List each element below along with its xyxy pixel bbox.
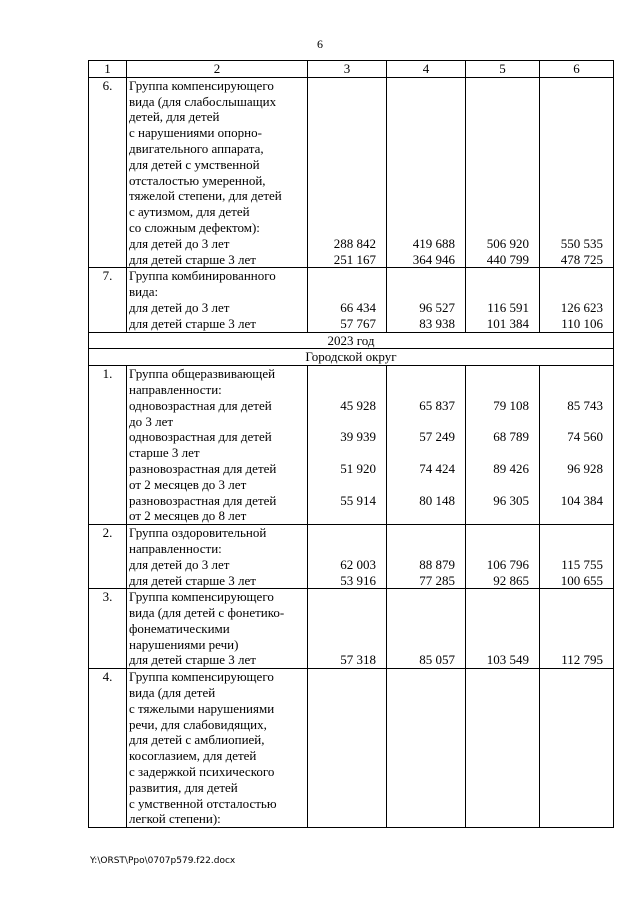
value: 103 549 xyxy=(486,652,529,668)
value-cell-c3 xyxy=(308,589,387,669)
table-row xyxy=(89,77,614,268)
description-line: детей, для детей xyxy=(129,109,220,125)
year-row xyxy=(89,332,614,349)
description-line: для детей старше 3 лет xyxy=(129,315,256,331)
value: 45 928 xyxy=(340,397,376,413)
value: 79 108 xyxy=(493,397,529,413)
description-line: для детей с амблиопией, xyxy=(129,732,265,748)
description-line: разновозрастная для детей xyxy=(129,460,277,476)
year-label: 2023 год xyxy=(89,332,614,349)
description-line: для детей старше 3 лет xyxy=(129,652,256,668)
value: 77 285 xyxy=(419,572,455,588)
value: 88 879 xyxy=(419,556,455,572)
value: 74 560 xyxy=(567,429,603,445)
value: 85 057 xyxy=(419,652,455,668)
description-line: с умственной отсталостью xyxy=(129,795,277,811)
value: 550 535 xyxy=(560,235,603,251)
header-cell: 5 xyxy=(466,61,540,78)
value-cell-c5 xyxy=(466,366,540,525)
value: 57 249 xyxy=(419,429,455,445)
value-cell-c5 xyxy=(466,669,540,828)
description-line: Группа компенсирующего xyxy=(129,77,274,93)
value: 55 914 xyxy=(340,492,376,508)
description-line: вида: xyxy=(129,284,159,300)
description-line: нарушениями речи) xyxy=(129,636,239,652)
value: 288 842 xyxy=(333,235,376,251)
value: 419 688 xyxy=(412,235,455,251)
value: 39 939 xyxy=(340,429,376,445)
page-number: 6 xyxy=(317,37,323,51)
description-line: для детей до 3 лет xyxy=(129,235,230,251)
description-line: вида (для слабослышащих xyxy=(129,93,277,109)
row-description xyxy=(127,589,308,669)
value-cell-c6 xyxy=(540,669,614,828)
value-cell-c3 xyxy=(308,77,387,268)
value-cell-c4 xyxy=(387,669,466,828)
value: 96 527 xyxy=(419,299,455,315)
file-path-footer: Y:\ORST\Ppo\0707p579.f22.docx xyxy=(90,856,236,866)
value-cell-c4 xyxy=(387,589,466,669)
value-cell-c3 xyxy=(308,669,387,828)
description-line: Группа компенсирующего xyxy=(129,589,274,605)
value-cell-c4 xyxy=(387,77,466,268)
value: 51 920 xyxy=(340,460,376,476)
description-line: Группа комбинированного xyxy=(129,268,276,284)
description-line: с аутизмом, для детей xyxy=(129,204,250,220)
value-cell-c6 xyxy=(540,589,614,669)
description-line: косоглазием, для детей xyxy=(129,748,257,764)
value-cell-c3 xyxy=(308,268,387,332)
value: 104 384 xyxy=(560,492,603,508)
value: 62 003 xyxy=(340,556,376,572)
value: 364 946 xyxy=(412,251,455,267)
value: 96 305 xyxy=(493,492,529,508)
value-cell-c6 xyxy=(540,77,614,268)
description-line: от 2 месяцев до 8 лет xyxy=(129,508,247,524)
value: 126 623 xyxy=(560,299,603,315)
table-row xyxy=(89,669,614,828)
description-line: с тяжелыми нарушениями xyxy=(129,700,275,716)
value-cell-c4 xyxy=(387,268,466,332)
row-number: 7. xyxy=(89,268,127,332)
description-line: с нарушениями опорно- xyxy=(129,125,262,141)
value: 251 167 xyxy=(333,251,376,267)
value: 80 148 xyxy=(419,492,455,508)
description-line: развития, для детей xyxy=(129,779,238,795)
district-label: Городской округ xyxy=(89,349,614,366)
value: 57 318 xyxy=(340,652,376,668)
description-line: вида (для детей с фонетико- xyxy=(129,605,285,621)
row-description xyxy=(127,669,308,828)
value: 74 424 xyxy=(419,460,455,476)
description-line: тяжелой степени, для детей xyxy=(129,188,282,204)
value: 68 789 xyxy=(493,429,529,445)
value: 65 837 xyxy=(419,397,455,413)
value-cell-c4 xyxy=(387,366,466,525)
description-line: вида (для детей xyxy=(129,685,216,701)
value-cell-c6 xyxy=(540,525,614,589)
description-line: одновозрастная для детей xyxy=(129,397,272,413)
row-description xyxy=(127,366,308,525)
value-cell-c6 xyxy=(540,268,614,332)
table-row xyxy=(89,366,614,525)
description-line: отсталостью умеренной, xyxy=(129,172,266,188)
value-cell-c3 xyxy=(308,366,387,525)
description-line: с задержкой психического xyxy=(129,764,275,780)
description-line: старше 3 лет xyxy=(129,445,200,461)
value: 66 434 xyxy=(340,299,376,315)
value: 112 795 xyxy=(561,652,603,668)
description-line: одновозрастная для детей xyxy=(129,429,272,445)
row-number: 1. xyxy=(89,366,127,525)
description-line: для детей до 3 лет xyxy=(129,556,230,572)
row-number: 6. xyxy=(89,77,127,268)
value: 85 743 xyxy=(567,397,603,413)
value-cell-c3 xyxy=(308,525,387,589)
row-description xyxy=(127,77,308,268)
value: 106 796 xyxy=(486,556,529,572)
value-cell-c5 xyxy=(466,268,540,332)
description-line: для детей старше 3 лет xyxy=(129,572,256,588)
description-line: двигательного аппарата, xyxy=(129,140,264,156)
row-description xyxy=(127,268,308,332)
description-line: для детей старше 3 лет xyxy=(129,251,256,267)
table-header-row xyxy=(89,61,614,78)
table-row xyxy=(89,589,614,669)
value: 89 426 xyxy=(493,460,529,476)
value: 83 938 xyxy=(419,315,455,331)
description-line: легкой степени): xyxy=(129,811,221,827)
value-cell-c5 xyxy=(466,77,540,268)
row-number: 3. xyxy=(89,589,127,669)
value: 101 384 xyxy=(486,315,529,331)
row-number: 4. xyxy=(89,669,127,828)
description-line: направленности: xyxy=(129,381,222,397)
value-cell-c6 xyxy=(540,366,614,525)
header-cell: 4 xyxy=(387,61,466,78)
value: 100 655 xyxy=(560,572,603,588)
value-cell-c5 xyxy=(466,589,540,669)
value: 96 928 xyxy=(567,460,603,476)
description-line: со сложным дефектом): xyxy=(129,219,260,235)
value: 440 799 xyxy=(486,251,529,267)
tariff-table xyxy=(88,60,614,828)
description-line: для детей до 3 лет xyxy=(129,299,230,315)
value: 57 767 xyxy=(340,315,376,331)
table-row xyxy=(89,268,614,332)
row-description xyxy=(127,525,308,589)
description-line: Группа общеразвивающей xyxy=(129,366,276,382)
description-line: от 2 месяцев до 3 лет xyxy=(129,476,247,492)
value-cell-c4 xyxy=(387,525,466,589)
header-cell: 2 xyxy=(127,61,308,78)
description-line: фонематическими xyxy=(129,620,230,636)
description-line: разновозрастная для детей xyxy=(129,492,277,508)
value: 506 920 xyxy=(486,235,529,251)
description-line: до 3 лет xyxy=(129,413,174,429)
header-cell: 6 xyxy=(540,61,614,78)
header-cell: 3 xyxy=(308,61,387,78)
row-number: 2. xyxy=(89,525,127,589)
value: 110 106 xyxy=(561,315,603,331)
district-row xyxy=(89,349,614,366)
value: 478 725 xyxy=(560,251,603,267)
value-cell-c5 xyxy=(466,525,540,589)
value: 115 755 xyxy=(561,556,603,572)
description-line: Группа компенсирующего xyxy=(129,669,274,685)
header-cell: 1 xyxy=(89,61,127,78)
description-line: для детей с умственной xyxy=(129,156,260,172)
value: 92 865 xyxy=(493,572,529,588)
description-line: Группа оздоровительной xyxy=(129,525,267,541)
description-line: речи, для слабовидящих, xyxy=(129,716,267,732)
table-row xyxy=(89,525,614,589)
description-line: направленности: xyxy=(129,540,222,556)
value: 116 591 xyxy=(487,299,529,315)
value: 53 916 xyxy=(340,572,376,588)
